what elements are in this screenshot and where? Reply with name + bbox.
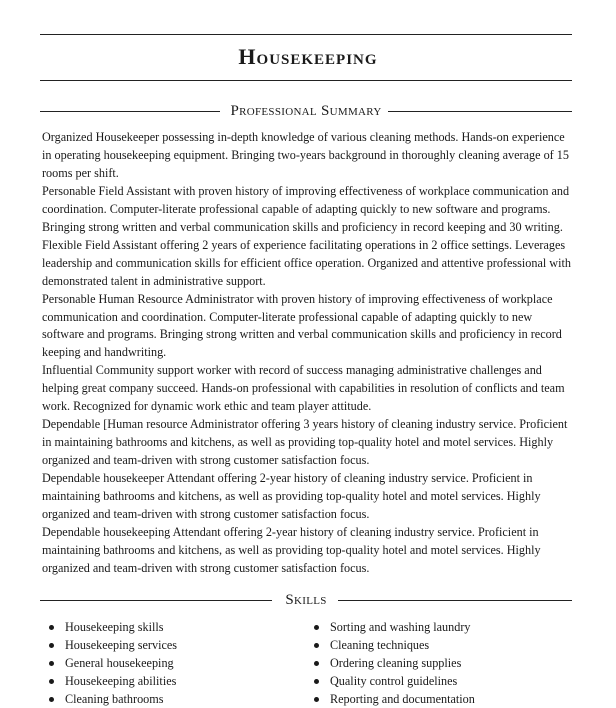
- skill-item: [310, 618, 475, 636]
- summary-paragraph: Personable Human Resource Administrator with proven history of improving effectiveness of workplace communication and coordination. Computer-literate professional capable of adapting quickly to new software and programs. Bringing strong written and verbal communication skills and proficiency in record keeping and handwriting.: [42, 291, 562, 360]
- bullet-icon: [49, 679, 54, 684]
- skills-heading-label: Skills: [285, 592, 327, 608]
- summary-paragraph: Flexible Field Assistant offering 2 years of experience facilitating operations in 2 office settings. Leverages leadership and communication skills for efficient office operation. Organized and attentive professional with demonstrated talent in administrative support.: [42, 237, 571, 288]
- bullet-icon: [314, 661, 319, 666]
- page-title: Housekeeping: [238, 44, 378, 69]
- skill-item: [310, 654, 475, 672]
- heading-line-right: [338, 600, 572, 601]
- skills-list-right: [310, 618, 475, 708]
- skill-label: Sorting and washing laundry: [330, 620, 471, 634]
- bullet-icon: [314, 643, 319, 648]
- skill-label: General housekeeping: [65, 656, 174, 670]
- skills-list-left: [45, 618, 177, 708]
- title-rule: [40, 80, 572, 81]
- bullet-icon: [49, 643, 54, 648]
- summary-paragraph: Influential Community support worker with record of success managing administrative challenges and helping great company succeed. Hands-on professional with capabilities in resolution of conflicts and team work. Recognized for dynamic work ethic and team player attitude.: [42, 363, 565, 414]
- skill-item: [310, 672, 475, 690]
- summary-paragraph: Organized Housekeeper possessing in-depth knowledge of various cleaning methods. Hands-on experience in operating housekeeping equipment. Bringing two-years background in thoroughly cleaning average of 15 rooms per shift.: [42, 130, 569, 180]
- summary-paragraph: Personable Field Assistant with proven history of improving effectiveness of workplace communication and coordination. Computer-literate professional capable of adapting quickly to new software and programs. Bringing strong written and verbal communication skills and proficiency in record keeping and 30 writing.: [42, 183, 570, 234]
- skill-label: Cleaning bathrooms: [65, 692, 164, 706]
- bullet-icon: [49, 661, 54, 666]
- skill-label: Housekeeping abilities: [65, 674, 177, 688]
- skill-item: [310, 636, 475, 654]
- skill-item: [45, 672, 177, 690]
- skill-label: Housekeeping services: [65, 638, 178, 652]
- summary-paragraph: Dependable [Human resource Administrator offering 3 years history of cleaning industry service. Proficient in maintaining bathrooms and kitchens, as well as providing top-quality hotel and motel services. Highly organized and team-driven with strong customer satisfaction focus.: [42, 417, 568, 468]
- skill-item: [45, 618, 177, 636]
- skill-label: Ordering cleaning supplies: [330, 656, 462, 670]
- skill-label: Reporting and documentation: [330, 692, 475, 706]
- top-rule: [40, 34, 572, 35]
- skill-item: [310, 690, 475, 708]
- bullet-icon: [314, 625, 319, 630]
- heading-line-right: [388, 111, 572, 112]
- skill-label: Cleaning techniques: [330, 638, 430, 652]
- summary-paragraph: Dependable housekeeper Attendant offering 2-year history of cleaning industry service. Proficient in maintaining bathrooms and kitchens, as well as providing top-quality hotel and motel services. Highly organized and team-driven with strong customer satisfaction focus.: [42, 471, 541, 522]
- skill-item: [45, 690, 177, 708]
- summary-paragraph: Dependable housekeeping Attendant offering 2-year history of cleaning industry service. Proficient in maintaining bathrooms and kitchens, as well as providing top-quality hotel and motel services. Highly organized and team-driven with strong customer satisfaction focus.: [42, 524, 541, 575]
- skill-item: [45, 636, 177, 654]
- bullet-icon: [49, 625, 54, 630]
- skill-label: Housekeeping skills: [65, 620, 164, 634]
- summary-heading: [40, 101, 572, 121]
- skills-heading: [40, 590, 572, 610]
- summary-text: [42, 129, 574, 578]
- bullet-icon: [314, 679, 319, 684]
- skill-label: Quality control guidelines: [330, 674, 458, 688]
- summary-heading-label: Professional Summary: [230, 103, 382, 119]
- skill-item: [45, 654, 177, 672]
